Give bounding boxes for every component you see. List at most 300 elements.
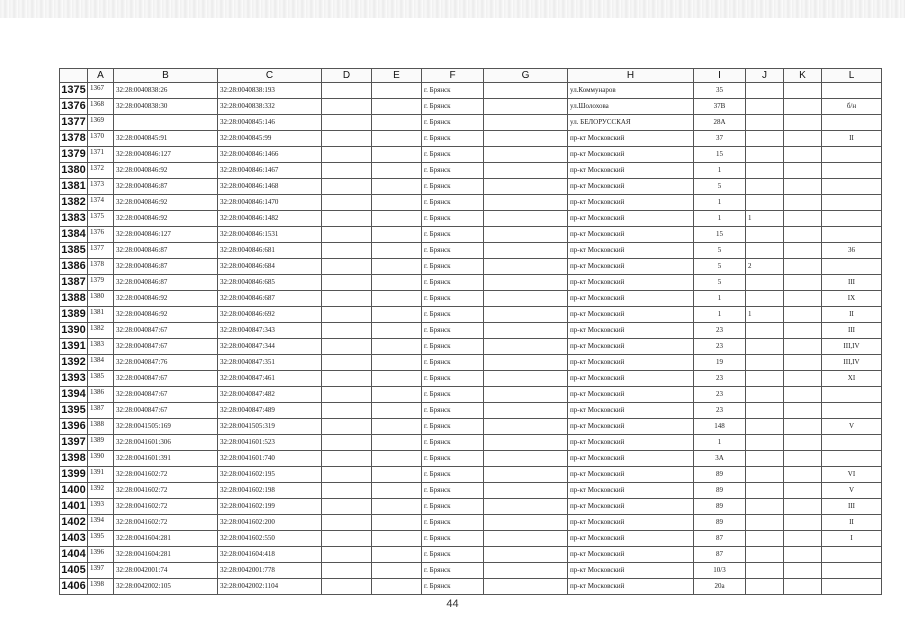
cell-h: пр-кт Московский <box>568 515 694 531</box>
cell-a: 1375 <box>88 211 114 227</box>
cell-g <box>484 435 568 451</box>
cell-k <box>784 115 822 131</box>
cell-i: 5 <box>694 179 746 195</box>
scan-noise-strip <box>0 0 905 18</box>
cell-a: 1377 <box>88 243 114 259</box>
cell-g <box>484 195 568 211</box>
cell-g <box>484 451 568 467</box>
cell-d <box>322 355 372 371</box>
cell-a: 1393 <box>88 499 114 515</box>
cell-f: г. Брянск <box>422 339 484 355</box>
cell-d <box>322 275 372 291</box>
row-number: 1395 <box>60 403 88 419</box>
cell-e <box>372 435 422 451</box>
cell-d <box>322 371 372 387</box>
cell-b: 32:28:0040846:87 <box>114 179 218 195</box>
cell-a: 1388 <box>88 419 114 435</box>
cell-f: г. Брянск <box>422 387 484 403</box>
cell-d <box>322 179 372 195</box>
row-number: 1400 <box>60 483 88 499</box>
cell-c: 32:28:0041602:198 <box>218 483 322 499</box>
cell-f: г. Брянск <box>422 83 484 99</box>
cell-d <box>322 547 372 563</box>
cell-b: 32:28:0040846:127 <box>114 147 218 163</box>
cell-j <box>746 499 784 515</box>
cell-a: 1384 <box>88 355 114 371</box>
cell-k <box>784 467 822 483</box>
cell-h: пр-кт Московский <box>568 291 694 307</box>
column-header-i: I <box>694 69 746 83</box>
cell-i: 37 <box>694 131 746 147</box>
cell-e <box>372 195 422 211</box>
cell-c: 32:28:0041601:740 <box>218 451 322 467</box>
row-number: 1387 <box>60 275 88 291</box>
cell-d <box>322 323 372 339</box>
cell-i: 1 <box>694 195 746 211</box>
cell-e <box>372 547 422 563</box>
cell-f: г. Брянск <box>422 147 484 163</box>
cell-e <box>372 451 422 467</box>
cell-h: пр-кт Московский <box>568 163 694 179</box>
cell-b: 32:28:0041601:306 <box>114 435 218 451</box>
cell-i: 1 <box>694 435 746 451</box>
cell-k <box>784 499 822 515</box>
cell-k <box>784 579 822 595</box>
cell-i: 87 <box>694 547 746 563</box>
cell-l <box>822 563 882 579</box>
table-row <box>60 451 882 467</box>
cell-f: г. Брянск <box>422 323 484 339</box>
cell-b: 32:28:0040845:91 <box>114 131 218 147</box>
cell-i: 23 <box>694 403 746 419</box>
cell-l <box>822 163 882 179</box>
cell-h: пр-кт Московский <box>568 275 694 291</box>
cell-f: г. Брянск <box>422 371 484 387</box>
cell-e <box>372 243 422 259</box>
cell-h: ул. БЕЛОРУССКАЯ <box>568 115 694 131</box>
cell-a: 1369 <box>88 115 114 131</box>
cell-g <box>484 227 568 243</box>
cell-k <box>784 483 822 499</box>
cell-a: 1387 <box>88 403 114 419</box>
table-row <box>60 419 882 435</box>
cell-l: II <box>822 307 882 323</box>
cell-i: 1 <box>694 163 746 179</box>
cell-j <box>746 579 784 595</box>
cell-a: 1370 <box>88 131 114 147</box>
row-number: 1404 <box>60 547 88 563</box>
cell-h: пр-кт Московский <box>568 531 694 547</box>
cell-c: 32:28:0040847:461 <box>218 371 322 387</box>
cell-c: 32:28:0040847:344 <box>218 339 322 355</box>
cell-h: пр-кт Московский <box>568 499 694 515</box>
cell-h: пр-кт Московский <box>568 323 694 339</box>
cell-k <box>784 547 822 563</box>
cell-b: 32:28:0040846:87 <box>114 275 218 291</box>
cell-b: 32:28:0040846:92 <box>114 307 218 323</box>
cell-g <box>484 99 568 115</box>
row-number: 1401 <box>60 499 88 515</box>
cell-j <box>746 291 784 307</box>
cell-a: 1379 <box>88 275 114 291</box>
cell-i: 5 <box>694 275 746 291</box>
cell-j: 2 <box>746 259 784 275</box>
corner-cell <box>60 69 88 83</box>
cell-g <box>484 307 568 323</box>
cell-c: 32:28:0041602:195 <box>218 467 322 483</box>
cell-e <box>372 579 422 595</box>
cell-j <box>746 147 784 163</box>
cell-b: 32:28:0040838:26 <box>114 83 218 99</box>
cell-k <box>784 323 822 339</box>
cell-d <box>322 387 372 403</box>
cell-h: пр-кт Московский <box>568 547 694 563</box>
row-number: 1398 <box>60 451 88 467</box>
cell-k <box>784 179 822 195</box>
cell-j <box>746 435 784 451</box>
cell-i: 5 <box>694 259 746 275</box>
table-row <box>60 163 882 179</box>
cell-f: г. Брянск <box>422 563 484 579</box>
cell-h: пр-кт Московский <box>568 579 694 595</box>
cell-c: 32:28:0040846:1467 <box>218 163 322 179</box>
cell-e <box>372 371 422 387</box>
row-number: 1385 <box>60 243 88 259</box>
cell-l <box>822 259 882 275</box>
table-row <box>60 195 882 211</box>
table-row <box>60 499 882 515</box>
cell-f: г. Брянск <box>422 179 484 195</box>
cell-g <box>484 403 568 419</box>
cell-j <box>746 179 784 195</box>
cell-c: 32:28:0040838:332 <box>218 99 322 115</box>
cell-a: 1396 <box>88 547 114 563</box>
cell-l <box>822 579 882 595</box>
cell-f: г. Брянск <box>422 275 484 291</box>
row-number: 1384 <box>60 227 88 243</box>
cell-f: г. Брянск <box>422 355 484 371</box>
cell-h: пр-кт Московский <box>568 307 694 323</box>
cell-h: ул.Коммунаров <box>568 83 694 99</box>
cell-e <box>372 275 422 291</box>
cell-k <box>784 355 822 371</box>
cell-b: 32:28:0040838:30 <box>114 99 218 115</box>
cell-k <box>784 227 822 243</box>
cell-g <box>484 83 568 99</box>
cell-h: пр-кт Московский <box>568 467 694 483</box>
cell-g <box>484 147 568 163</box>
cell-i: 89 <box>694 515 746 531</box>
cell-c: 32:28:0040846:687 <box>218 291 322 307</box>
column-header-a: A <box>88 69 114 83</box>
cell-f: г. Брянск <box>422 499 484 515</box>
table-row <box>60 307 882 323</box>
table-row <box>60 179 882 195</box>
table-row <box>60 371 882 387</box>
cell-e <box>372 147 422 163</box>
cell-h: пр-кт Московский <box>568 259 694 275</box>
cell-e <box>372 531 422 547</box>
cell-b: 32:28:0042001:74 <box>114 563 218 579</box>
cell-e <box>372 115 422 131</box>
cell-e <box>372 179 422 195</box>
row-number: 1379 <box>60 147 88 163</box>
cell-f: г. Брянск <box>422 163 484 179</box>
column-header-l: L <box>822 69 882 83</box>
cell-a: 1386 <box>88 387 114 403</box>
cell-k <box>784 515 822 531</box>
cell-c: 32:28:0041602:199 <box>218 499 322 515</box>
cell-c: 32:28:0040846:684 <box>218 259 322 275</box>
cell-k <box>784 147 822 163</box>
cell-e <box>372 499 422 515</box>
cell-k <box>784 531 822 547</box>
cell-l <box>822 179 882 195</box>
cell-b: 32:28:0041602:72 <box>114 499 218 515</box>
cell-d <box>322 163 372 179</box>
row-number: 1392 <box>60 355 88 371</box>
cell-c: 32:28:0040846:681 <box>218 243 322 259</box>
cell-c: 32:28:0040846:1468 <box>218 179 322 195</box>
cell-c: 32:28:0041602:550 <box>218 531 322 547</box>
cell-e <box>372 403 422 419</box>
table-row <box>60 115 882 131</box>
cell-l: I <box>822 531 882 547</box>
cell-e <box>372 163 422 179</box>
cell-k <box>784 387 822 403</box>
cell-h: пр-кт Московский <box>568 483 694 499</box>
cell-k <box>784 451 822 467</box>
cell-c: 32:28:0040845:99 <box>218 131 322 147</box>
cell-h: пр-кт Московский <box>568 371 694 387</box>
cell-j <box>746 131 784 147</box>
row-number: 1406 <box>60 579 88 595</box>
cell-g <box>484 483 568 499</box>
cell-j: 1 <box>746 307 784 323</box>
cell-k <box>784 275 822 291</box>
cell-k <box>784 243 822 259</box>
cell-a: 1380 <box>88 291 114 307</box>
cell-b: 32:28:0040847:76 <box>114 355 218 371</box>
column-header-g: G <box>484 69 568 83</box>
cell-b: 32:28:0040846:87 <box>114 259 218 275</box>
cell-f: г. Брянск <box>422 467 484 483</box>
cell-b <box>114 115 218 131</box>
cell-i: 15 <box>694 147 746 163</box>
table-row <box>60 291 882 307</box>
cell-b: 32:28:0041602:72 <box>114 515 218 531</box>
cell-l <box>822 547 882 563</box>
cell-i: 23 <box>694 323 746 339</box>
cell-l: III <box>822 323 882 339</box>
cell-d <box>322 211 372 227</box>
table-row <box>60 483 882 499</box>
cell-l: 36 <box>822 243 882 259</box>
cell-f: г. Брянск <box>422 115 484 131</box>
cell-c: 32:28:0040838:193 <box>218 83 322 99</box>
cell-b: 32:28:0040846:92 <box>114 291 218 307</box>
cell-d <box>322 227 372 243</box>
table-row <box>60 515 882 531</box>
cell-a: 1382 <box>88 323 114 339</box>
cell-g <box>484 515 568 531</box>
cell-k <box>784 211 822 227</box>
cell-h: пр-кт Московский <box>568 419 694 435</box>
cell-g <box>484 355 568 371</box>
cell-a: 1371 <box>88 147 114 163</box>
cell-e <box>372 227 422 243</box>
cell-d <box>322 579 372 595</box>
cell-f: г. Брянск <box>422 131 484 147</box>
column-header-j: J <box>746 69 784 83</box>
cell-a: 1373 <box>88 179 114 195</box>
cell-j <box>746 195 784 211</box>
cell-j <box>746 419 784 435</box>
cell-j: 1 <box>746 211 784 227</box>
cell-j <box>746 547 784 563</box>
cell-d <box>322 339 372 355</box>
table-row <box>60 259 882 275</box>
cell-l: III,IV <box>822 339 882 355</box>
row-number: 1403 <box>60 531 88 547</box>
cell-a: 1397 <box>88 563 114 579</box>
row-number: 1394 <box>60 387 88 403</box>
cell-e <box>372 515 422 531</box>
table-row <box>60 99 882 115</box>
cell-a: 1376 <box>88 227 114 243</box>
cell-b: 32:28:0041505:169 <box>114 419 218 435</box>
cell-i: 89 <box>694 467 746 483</box>
table-row <box>60 531 882 547</box>
cell-j <box>746 323 784 339</box>
cell-c: 32:28:0041604:418 <box>218 547 322 563</box>
cell-h: пр-кт Московский <box>568 227 694 243</box>
cell-l <box>822 387 882 403</box>
cell-j <box>746 467 784 483</box>
cell-a: 1374 <box>88 195 114 211</box>
cell-g <box>484 387 568 403</box>
cell-a: 1383 <box>88 339 114 355</box>
cell-g <box>484 115 568 131</box>
cell-h: пр-кт Московский <box>568 451 694 467</box>
cell-l <box>822 435 882 451</box>
cell-d <box>322 483 372 499</box>
page-number: 44 <box>446 598 459 610</box>
cell-f: г. Брянск <box>422 435 484 451</box>
table-row <box>60 275 882 291</box>
table-row <box>60 131 882 147</box>
row-number: 1396 <box>60 419 88 435</box>
cell-g <box>484 499 568 515</box>
cell-b: 32:28:0040846:92 <box>114 163 218 179</box>
cell-d <box>322 435 372 451</box>
cell-j <box>746 371 784 387</box>
cell-a: 1367 <box>88 83 114 99</box>
cell-g <box>484 563 568 579</box>
cell-b: 32:28:0042002:105 <box>114 579 218 595</box>
cell-f: г. Брянск <box>422 259 484 275</box>
table-row <box>60 227 882 243</box>
cell-h: ул.Шолохова <box>568 99 694 115</box>
cell-b: 32:28:0040846:92 <box>114 195 218 211</box>
cell-c: 32:28:0041505:319 <box>218 419 322 435</box>
cell-i: 1 <box>694 211 746 227</box>
cell-b: 32:28:0040847:67 <box>114 339 218 355</box>
column-header-e: E <box>372 69 422 83</box>
table-row <box>60 547 882 563</box>
cell-c: 32:28:0040847:489 <box>218 403 322 419</box>
cell-i: 15 <box>694 227 746 243</box>
cell-d <box>322 195 372 211</box>
table-row <box>60 387 882 403</box>
table-row <box>60 147 882 163</box>
cell-i: 19 <box>694 355 746 371</box>
cell-e <box>372 387 422 403</box>
cell-b: 32:28:0041604:281 <box>114 547 218 563</box>
cell-d <box>322 147 372 163</box>
cell-c: 32:28:0040847:351 <box>218 355 322 371</box>
cell-a: 1378 <box>88 259 114 275</box>
cell-b: 32:28:0041601:391 <box>114 451 218 467</box>
cell-k <box>784 131 822 147</box>
cell-c: 32:28:0040846:1466 <box>218 147 322 163</box>
cell-d <box>322 307 372 323</box>
cell-b: 32:28:0041602:72 <box>114 467 218 483</box>
cell-a: 1368 <box>88 99 114 115</box>
cell-k <box>784 563 822 579</box>
cell-h: пр-кт Московский <box>568 179 694 195</box>
cell-g <box>484 211 568 227</box>
cell-f: г. Брянск <box>422 211 484 227</box>
table-row <box>60 339 882 355</box>
cell-l <box>822 115 882 131</box>
cell-i: 37В <box>694 99 746 115</box>
cell-k <box>784 339 822 355</box>
cell-h: пр-кт Московский <box>568 211 694 227</box>
cell-e <box>372 323 422 339</box>
cell-l: V <box>822 483 882 499</box>
cell-f: г. Брянск <box>422 307 484 323</box>
cell-k <box>784 403 822 419</box>
cell-d <box>322 419 372 435</box>
cell-f: г. Брянск <box>422 451 484 467</box>
cell-g <box>484 419 568 435</box>
table-row <box>60 403 882 419</box>
cell-l: VI <box>822 467 882 483</box>
cell-e <box>372 467 422 483</box>
cell-e <box>372 483 422 499</box>
cell-k <box>784 163 822 179</box>
cell-c: 32:28:0040847:482 <box>218 387 322 403</box>
cell-b: 32:28:0040846:87 <box>114 243 218 259</box>
cell-a: 1391 <box>88 467 114 483</box>
cell-j <box>746 483 784 499</box>
cell-e <box>372 419 422 435</box>
cell-d <box>322 403 372 419</box>
row-number: 1397 <box>60 435 88 451</box>
cell-a: 1398 <box>88 579 114 595</box>
cell-g <box>484 339 568 355</box>
cell-j <box>746 403 784 419</box>
cell-h: пр-кт Московский <box>568 147 694 163</box>
cell-i: 28А <box>694 115 746 131</box>
cell-g <box>484 131 568 147</box>
cell-i: 5 <box>694 243 746 259</box>
row-number: 1382 <box>60 195 88 211</box>
cell-l <box>822 83 882 99</box>
cell-d <box>322 467 372 483</box>
cell-h: пр-кт Московский <box>568 435 694 451</box>
